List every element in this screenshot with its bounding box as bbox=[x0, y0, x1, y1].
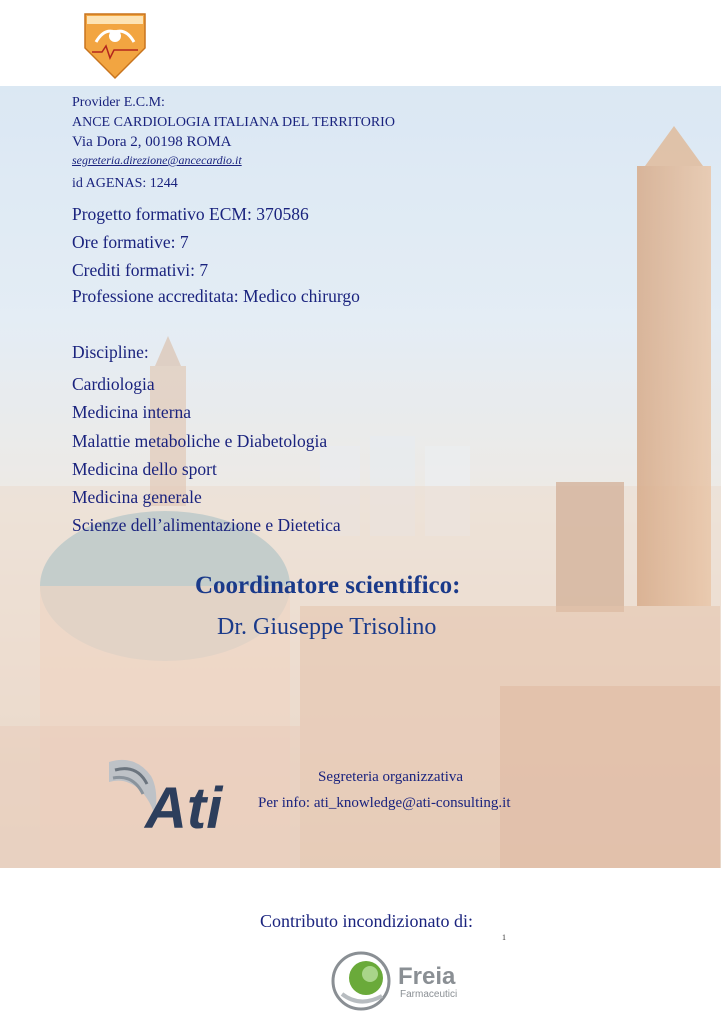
provider-label: Provider E.C.M: bbox=[72, 95, 165, 110]
accredited-profession: Professione accreditata: Medico chirurgo bbox=[72, 286, 360, 306]
ance-cardiologia-logo bbox=[82, 12, 148, 80]
freia-logo-subtitle: Farmaceutici bbox=[400, 989, 458, 1000]
discipline-item: Medicina interna bbox=[72, 402, 192, 423]
disciplines-title: Discipline: bbox=[72, 342, 149, 362]
discipline-item: Cardiologia bbox=[72, 374, 155, 394]
coordinator-name: Dr. Giuseppe Trisolino bbox=[217, 614, 437, 640]
provider-email-link[interactable]: segreteria.direzione@ancecardio.it bbox=[72, 153, 242, 167]
ati-logo-text: Ati bbox=[145, 776, 223, 836]
discipline-item: Medicina dello sport bbox=[72, 458, 217, 479]
freia-logo-name: Freia bbox=[398, 963, 456, 990]
secretariat-info-email[interactable]: Per info: ati_knowledge@ati-consulting.it bbox=[258, 795, 511, 811]
page-number: 1 bbox=[502, 933, 506, 942]
discipline-item: Scienze dell’alimentazione e Dietetica bbox=[72, 515, 341, 536]
discipline-item: Malattie metaboliche e Diabetologia bbox=[72, 430, 328, 451]
organizing-secretariat: Segreteria organizzativa bbox=[318, 769, 464, 785]
provider-address: Via Dora 2, 00198 ROMA bbox=[72, 134, 232, 150]
project-code: Progetto formativo ECM: 370586 bbox=[72, 204, 309, 224]
training-hours: Ore formative: 7 bbox=[72, 232, 189, 252]
ati-logo bbox=[105, 756, 237, 836]
provider-name: ANCE CARDIOLOGIA ITALIANA DEL TERRITORIO bbox=[72, 115, 395, 130]
discipline-item: Medicina generale bbox=[72, 487, 202, 508]
freia-farmaceutici-logo bbox=[330, 950, 470, 1012]
unconditional-contribution-label: Contributo incondizionato di: bbox=[260, 911, 473, 931]
disciplines-list bbox=[72, 370, 341, 540]
coordinator-title: Coordinatore scientifico: bbox=[195, 572, 461, 599]
training-credits: Crediti formativi: 7 bbox=[72, 260, 209, 280]
agenas-id: id AGENAS: 1244 bbox=[72, 176, 178, 191]
